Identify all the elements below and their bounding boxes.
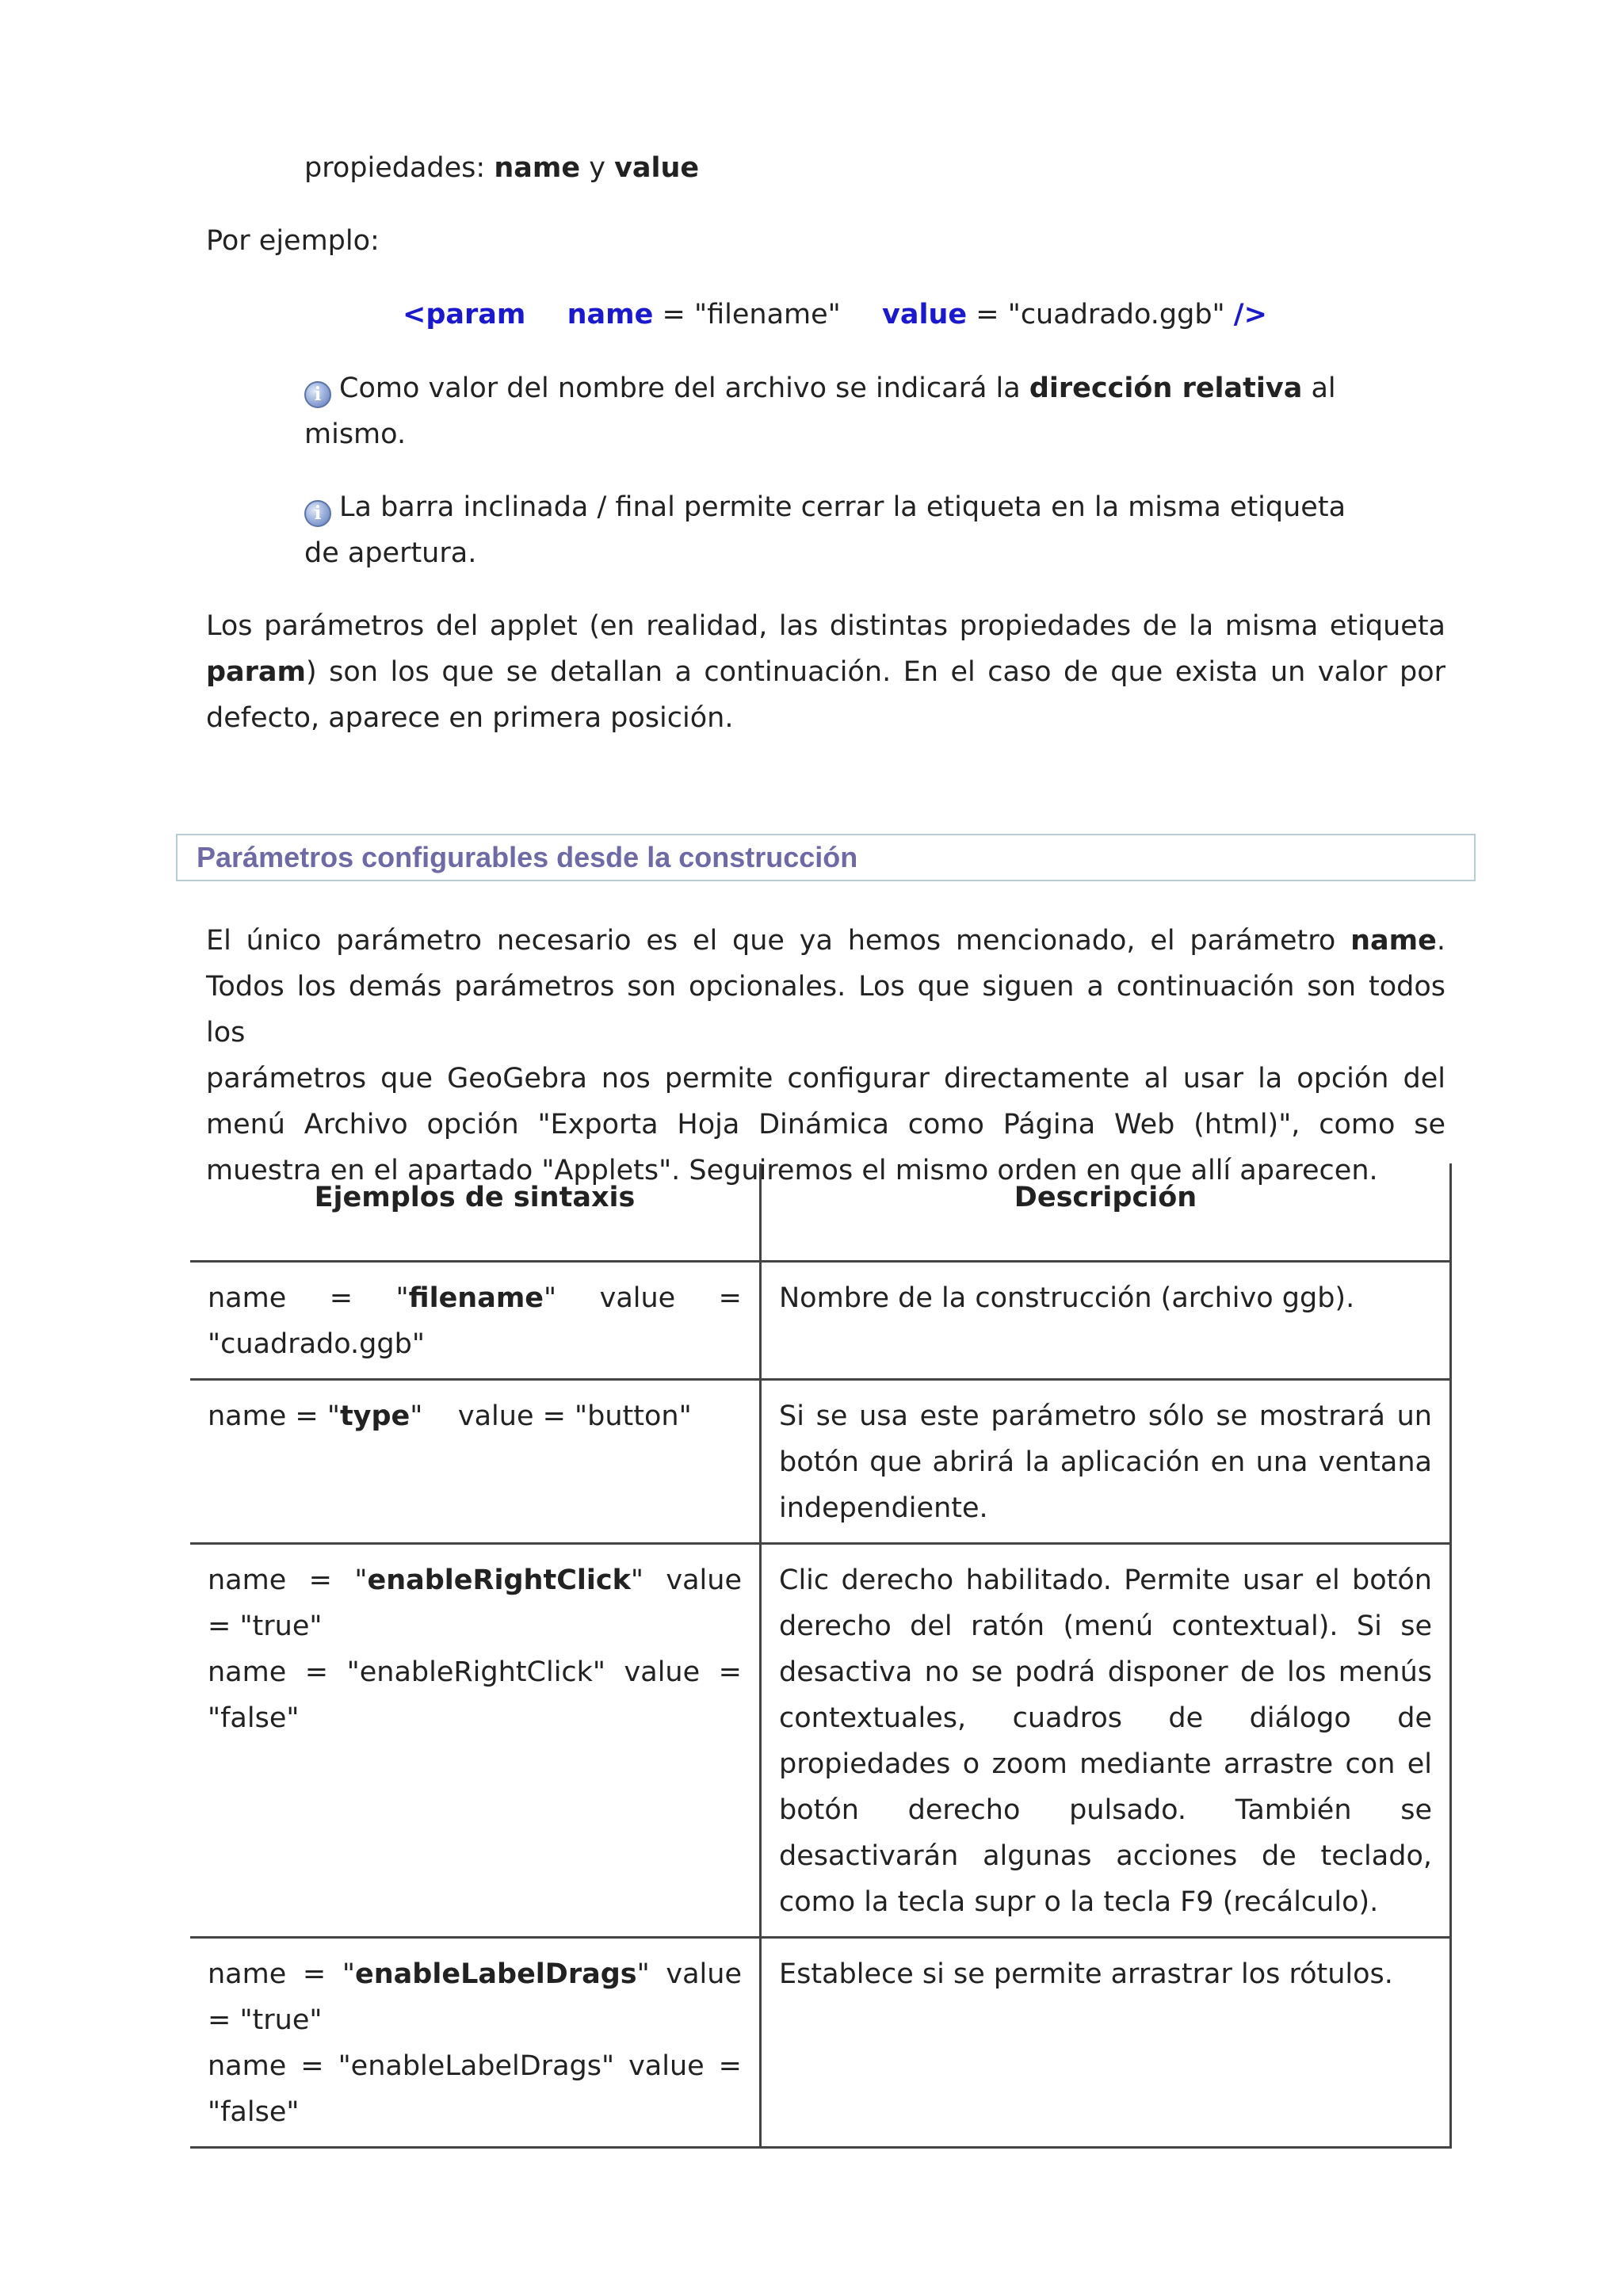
code-open-tag: <param xyxy=(403,299,526,330)
name-bold: name xyxy=(1350,925,1437,957)
note-1-bold: dirección relativa xyxy=(1029,372,1303,404)
description-cell: Establece si se permite arrastrar los rótulos. xyxy=(761,1938,1451,2148)
code-close-tag: /> xyxy=(1233,299,1267,330)
code-value-eq: = "cuadrado.ggb" xyxy=(976,299,1225,330)
syntax-cell: name = "type" value = "button" xyxy=(190,1380,761,1544)
example-label: Por ejemplo: xyxy=(206,225,380,257)
syntax-cell: name = "enableRightClick" value = "true" name = "enableRightClick" value = "false" xyxy=(190,1544,761,1938)
note-1-line1 xyxy=(304,365,1336,411)
description-cell: Si se usa este parámetro sólo se mostrará un botón que abrirá la aplicación en una ventana independiente. xyxy=(761,1380,1451,1544)
code-example xyxy=(403,292,1267,338)
params-line1: Los parámetros del applet (en realidad, las distintas propiedades de la misma etiqueta xyxy=(206,610,1445,642)
section-line5: muestra en el apartado "Applets". Seguiremos el mismo orden en que allí aparecen. xyxy=(206,1155,1378,1186)
param-bold: param xyxy=(206,656,307,688)
params-paragraph xyxy=(206,603,1445,741)
code-name-eq: = "filename" xyxy=(662,299,841,330)
note-1-text: Como valor del nombre del archivo se indicará la xyxy=(339,372,1021,404)
table-row xyxy=(190,1544,1451,1938)
prop-value: value xyxy=(614,152,700,184)
properties-line xyxy=(304,145,699,191)
table-row xyxy=(190,1262,1451,1380)
prop-name: name xyxy=(494,152,581,184)
section-line2: Todos los demás parámetros son opcionales. Los que siguen a continuación son todos los xyxy=(206,971,1445,1049)
section-paragraph xyxy=(206,918,1445,1194)
note-2-line2: de apertura. xyxy=(304,537,477,569)
table-row xyxy=(190,1380,1451,1544)
syntax-cell: name = "filename" value = "cuadrado.ggb" xyxy=(190,1262,761,1380)
note-1-after: al xyxy=(1311,372,1336,404)
info-icon: i xyxy=(304,381,331,408)
code-value-attr: value xyxy=(882,299,968,330)
params-line2: param) son los que se detallan a continuación. En el caso de que exista un valor por xyxy=(206,656,1445,688)
prop-y: y xyxy=(589,152,605,184)
note-1-line2: mismo. xyxy=(304,418,407,450)
header-syntax: Ejemplos de sintaxis xyxy=(190,1163,761,1262)
section-title: Parámetros configurables desde la construcción xyxy=(197,841,858,873)
note-2-line1 xyxy=(304,484,1346,530)
description-cell: Clic derecho habilitado. Permite usar el botón derecho del ratón (menú contextual). Si se desactiva no se podrá disponer de los menús contextuales, cuadros de diálogo de propiedades o zoom mediante arrastre con el botón derecho pulsado. También se desactivarán algunas acciones de teclado, como la tecla supr o la tecla F9 (recálculo). xyxy=(761,1544,1451,1938)
syntax-table xyxy=(190,1163,1452,2149)
syntax-cell: name = "enableLabelDrags" value = "true" name = "enableLabelDrags" value = "false" xyxy=(190,1938,761,2148)
note-2-text: La barra inclinada / final permite cerrar la etiqueta en la misma etiqueta xyxy=(339,491,1346,523)
properties-prefix: propiedades: xyxy=(304,152,486,184)
table-header-row xyxy=(190,1163,1451,1262)
info-icon: i xyxy=(304,500,331,527)
section-line4: menú Archivo opción "Exporta Hoja Dinámica como Página Web (html)", como se xyxy=(206,1109,1445,1140)
header-description: Descripción xyxy=(761,1163,1451,1262)
code-name-attr: name xyxy=(567,299,654,330)
section-header xyxy=(176,834,1476,881)
table-row xyxy=(190,1938,1451,2148)
description-cell: Nombre de la construcción (archivo ggb). xyxy=(761,1262,1451,1380)
section-line3: parámetros que GeoGebra nos permite configurar directamente al usar la opción del xyxy=(206,1063,1445,1095)
section-line1: El único parámetro necesario es el que ya hemos mencionado, el parámetro name. xyxy=(206,925,1445,957)
params-line3: defecto, aparece en primera posición. xyxy=(206,702,734,734)
